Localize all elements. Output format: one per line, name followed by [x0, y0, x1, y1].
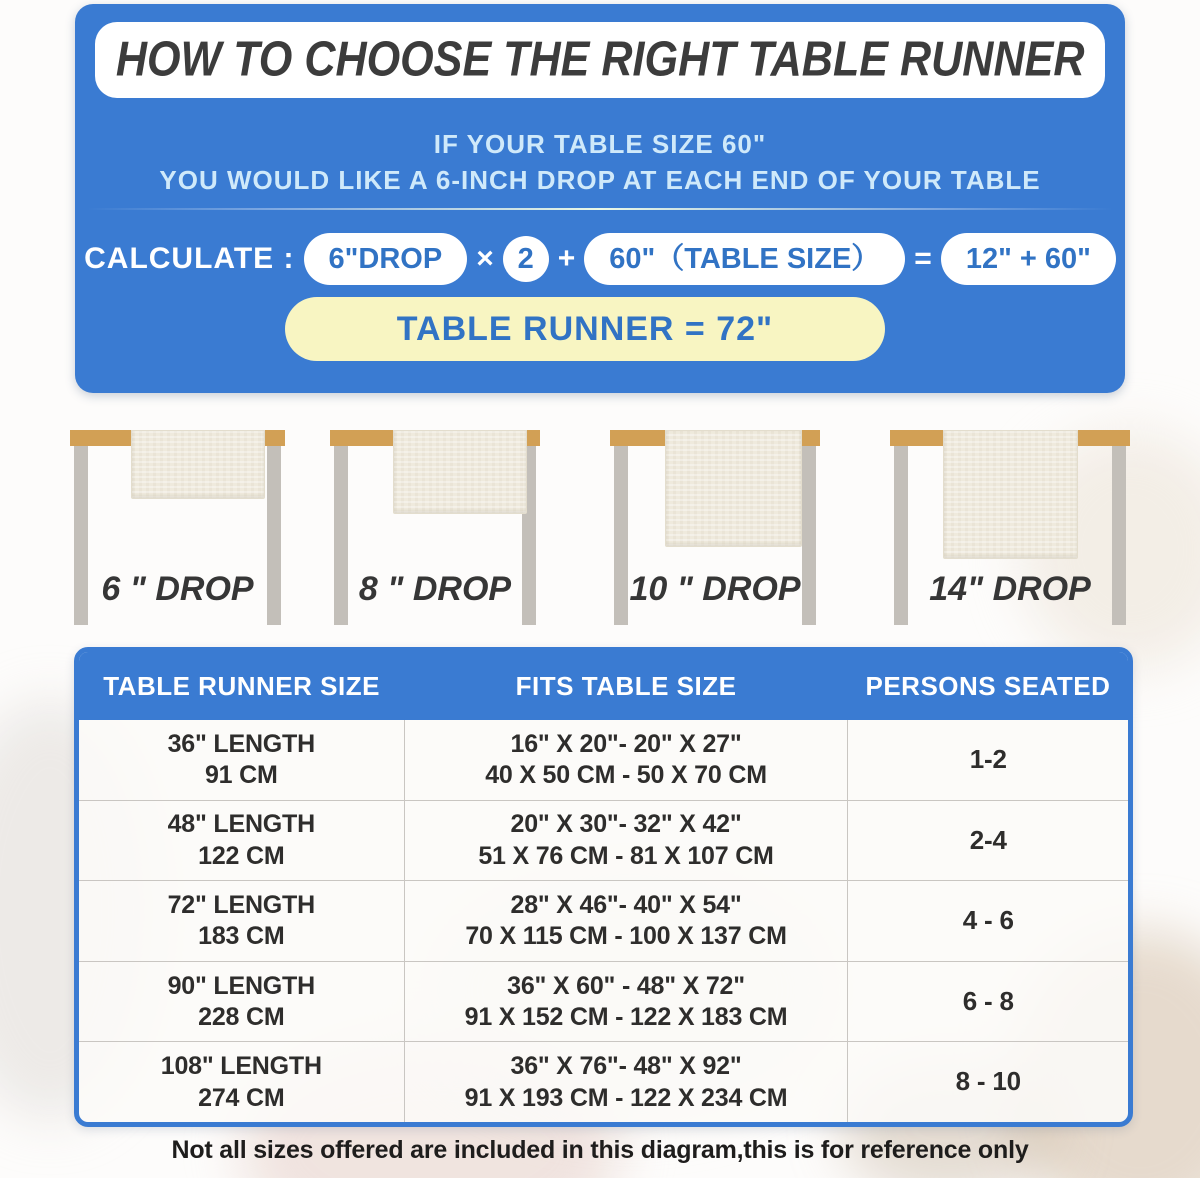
drop-label: 14" DROP: [929, 570, 1091, 608]
calculate-label: CALCULATE :: [84, 242, 295, 275]
subtitle-line-2: YOU WOULD LIKE A 6-INCH DROP AT EACH END OF YOUR TABLE: [159, 165, 1041, 195]
table-drop-figure-14: [890, 400, 1130, 632]
persons-cell: [848, 962, 1128, 1042]
times-sign: ×: [476, 242, 494, 275]
drop-label: 6 " DROP: [101, 570, 254, 608]
drop-label: 10 " DROP: [629, 570, 801, 608]
runner-size-cell: [79, 1042, 405, 1122]
persons-seated-value: 8 - 10: [955, 1066, 1021, 1097]
size-table-body: [79, 720, 1128, 1122]
multiplier-circle: 2: [503, 236, 549, 282]
fits-size-in: 28" X 46"- 40" X 54": [510, 890, 742, 919]
table-row: [79, 800, 1128, 881]
title-bar: [95, 22, 1105, 98]
column-header-fits-table-size: FITS TABLE SIZE: [515, 670, 737, 701]
persons-cell: [848, 1042, 1128, 1122]
runner-length-cm: 91 CM: [204, 761, 278, 790]
fits-size-cm: 40 X 50 CM - 50 X 70 CM: [485, 761, 767, 790]
plus-sign: +: [557, 242, 576, 275]
persons-cell: [848, 881, 1128, 961]
table-drop-figure-8: [330, 400, 540, 632]
runner-length-cm: 274 CM: [198, 1083, 285, 1112]
size-table-panel: [74, 647, 1133, 1127]
persons-seated-value: 2-4: [969, 824, 1007, 855]
drop-label: 8 " DROP: [358, 570, 512, 608]
runner-size-cell: [79, 962, 405, 1042]
fits-size-cm: 91 X 193 CM - 122 X 234 CM: [464, 1083, 788, 1112]
persons-seated-value: 6 - 8: [962, 985, 1014, 1016]
runner-size-cell: [79, 801, 405, 881]
fits-size-in: 36" X 76"- 48" X 92": [510, 1052, 742, 1081]
runner-length-cm: 183 CM: [198, 922, 285, 951]
fits-size-cell: [405, 962, 849, 1042]
runner-length-cm: 228 CM: [198, 1003, 285, 1032]
subtitle-line-1: IF YOUR TABLE SIZE 60": [433, 129, 767, 159]
runner-length-in: 90" LENGTH: [167, 971, 315, 1000]
table-row: [79, 1041, 1128, 1122]
persons-seated-value: 1-2: [969, 743, 1007, 774]
fits-size-cell: [405, 801, 849, 881]
divider-line: [87, 208, 1113, 210]
equals-sign: =: [914, 242, 932, 275]
runner-illustration: [131, 430, 265, 499]
fits-size-in: 20" X 30"- 32" X 42": [510, 810, 742, 839]
runner-length-cm: 122 CM: [198, 841, 285, 870]
table-drop-figure-10: [610, 400, 820, 632]
page-title: HOW TO CHOOSE THE RIGHT TABLE RUNNER: [115, 32, 1085, 87]
table-row: [79, 880, 1128, 961]
runner-size-cell: [79, 720, 405, 800]
drop-value-pill: 6"DROP: [304, 233, 468, 285]
size-table-header: [79, 652, 1128, 720]
runner-illustration: [665, 430, 802, 547]
persons-cell: [848, 801, 1128, 881]
runner-length-in: 48" LENGTH: [167, 810, 315, 839]
table-row: [79, 961, 1128, 1042]
table-drop-figure-6: [70, 400, 285, 632]
table-size-pill: 60"（TABLE SIZE）: [584, 233, 905, 285]
fits-size-cm: 91 X 152 CM - 122 X 183 CM: [464, 1003, 788, 1032]
sum-pill: 12" + 60": [941, 233, 1116, 285]
fits-size-cell: [405, 1042, 849, 1122]
runner-illustration: [393, 430, 527, 514]
fits-size-cm: 70 X 115 CM - 100 X 137 CM: [465, 922, 787, 951]
reference-note: Not all sizes offered are included in this diagram,this is for reference only: [171, 1136, 1029, 1164]
column-header-persons-seated: PERSONS SEATED: [865, 670, 1111, 701]
fits-size-cell: [405, 720, 849, 800]
runner-length-in: 72" LENGTH: [167, 890, 315, 919]
runner-illustration: [943, 430, 1078, 559]
fits-size-cm: 51 X 76 CM - 81 X 107 CM: [478, 841, 774, 870]
runner-size-cell: [79, 881, 405, 961]
column-header-runner-size: TABLE RUNNER SIZE: [103, 670, 380, 701]
runner-length-in: 108" LENGTH: [160, 1052, 322, 1081]
fits-size-in: 16" X 20"- 20" X 27": [510, 729, 742, 758]
runner-length-in: 36" LENGTH: [167, 729, 315, 758]
header-panel: [75, 4, 1125, 393]
persons-cell: [848, 720, 1128, 800]
runner-result-pill: TABLE RUNNER = 72": [285, 297, 885, 361]
table-row: [79, 720, 1128, 800]
calculate-row: [75, 232, 1125, 286]
persons-seated-value: 4 - 6: [962, 905, 1014, 936]
fits-size-cell: [405, 881, 849, 961]
fits-size-in: 36" X 60" - 48" X 72": [507, 971, 745, 1000]
